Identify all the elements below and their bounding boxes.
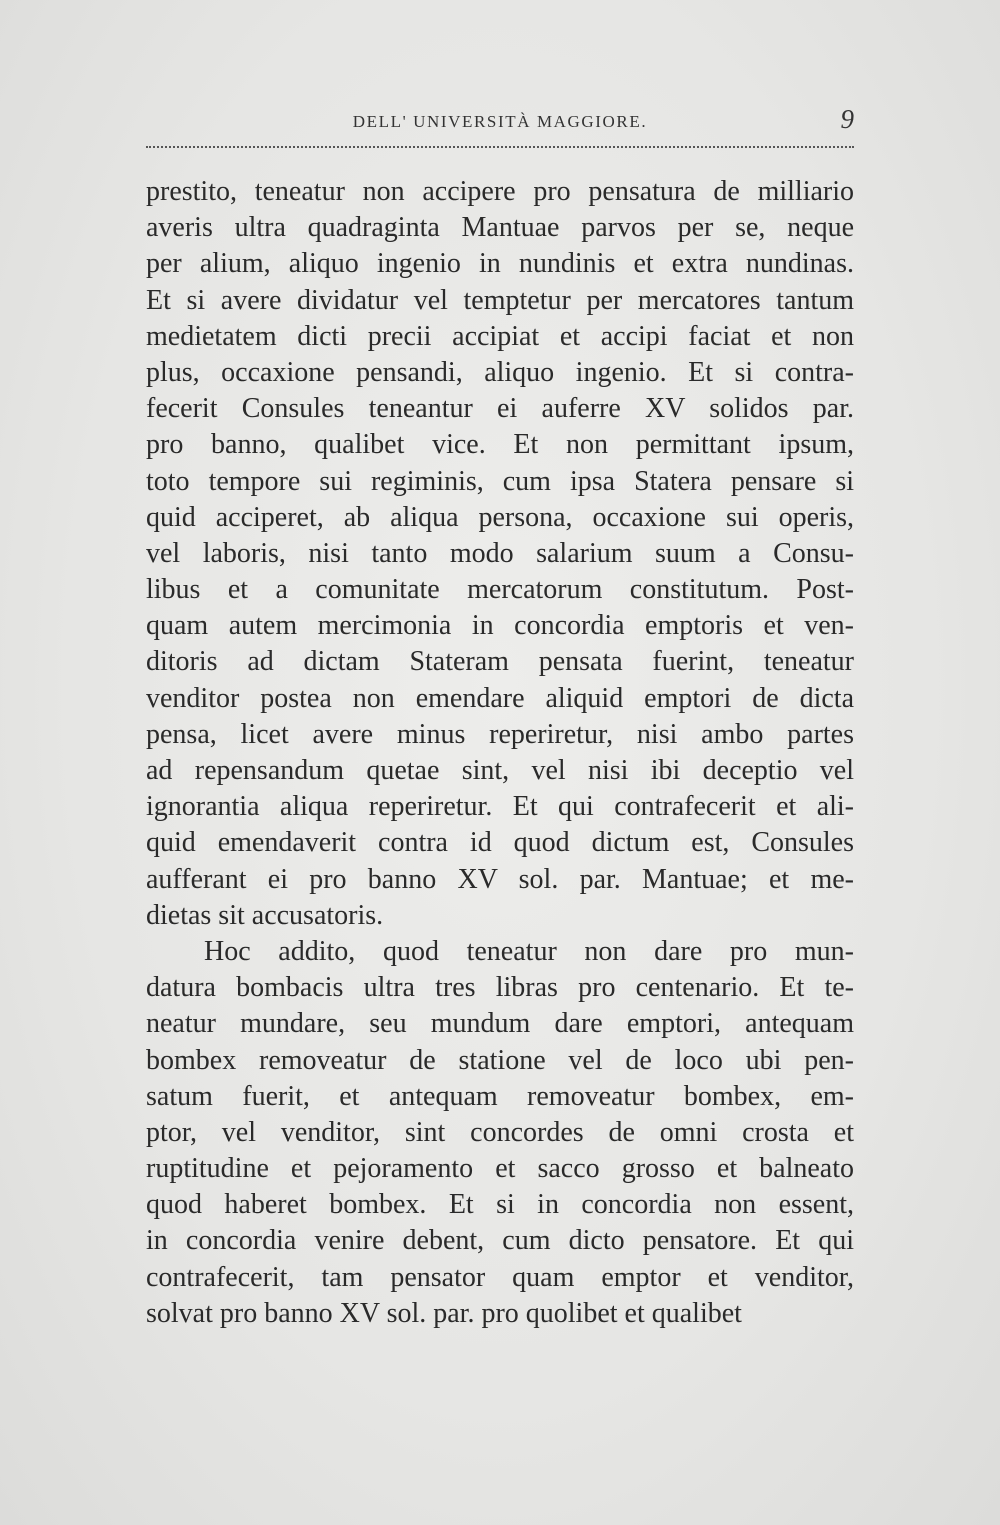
text-line: medietatem dicti precii accipiat et accipi faciat et non [146, 320, 854, 352]
text-line: ad repensandum quetae sint, vel nisi ibi deceptio vel [146, 755, 854, 786]
running-head [146, 104, 854, 138]
text-line: Hoc addito, quod teneatur non dare pro mun- [204, 935, 854, 967]
text-line: prestito, teneatur non accipere pro pensatura de milliario [146, 176, 854, 207]
text-line: toto tempore sui regiminis, cum ipsa Statera pensare si [146, 465, 854, 497]
text-line: per alium, aliquo ingenio in nundinis et extra nundinas. [146, 248, 854, 280]
paragraph [146, 934, 854, 1332]
header-rule [146, 146, 854, 148]
text-line: bombex removeatur de statione vel de loco ubi pen- [146, 1044, 854, 1076]
text-line: datura bombacis ultra tres libras pro centenario. Et te- [146, 972, 854, 1004]
text-line: ditoris ad dictam Stateram pensata fuerint, teneatur [146, 646, 854, 678]
text-line: pensa, licet avere minus reperiretur, nisi ambo partes [146, 718, 854, 750]
text-line: libus et a comunitate mercatorum constitutum. Post- [146, 574, 854, 606]
text-line: aufferant ei pro banno XV sol. par. Mantuae; et me- [146, 863, 854, 895]
text-line: satum fuerit, et antequam removeatur bombex, em- [146, 1080, 854, 1112]
body-text [146, 174, 854, 1332]
text-line: venditor postea non emendare aliquid emptori de dicta [146, 682, 854, 714]
text-line: quid acciperet, ab aliqua persona, occaxione sui operis, [146, 501, 854, 533]
text-line: pro banno, qualibet vice. Et non permittant ipsum, [146, 429, 854, 461]
text-line: ruptitudine et pejoramento et sacco grosso et balneato [146, 1153, 854, 1185]
text-line: plus, occaxione pensandi, aliquo ingenio. Et si contra- [146, 356, 854, 388]
text-line: vel laboris, nisi tanto modo salarium suum a Consu- [146, 537, 854, 569]
text-line: quam autem mercimonia in concordia emptoris et ven- [146, 610, 854, 642]
text-line: contrafecerit, tam pensator quam emptor et venditor, [146, 1261, 854, 1293]
text-line: ignorantia aliqua reperiretur. Et qui contrafecerit et ali- [146, 791, 854, 823]
text-line: Et si avere dividatur vel temptetur per mercatores tantum [146, 284, 854, 316]
text-line: ptor, vel venditor, sint concordes de omni crosta et [146, 1116, 854, 1148]
text-line: neatur mundare, seu mundum dare emptori, antequam [146, 1008, 854, 1040]
text-line: averis ultra quadraginta Mantuae parvos per se, neque [146, 212, 854, 244]
text-line: solvat pro banno XV sol. par. pro quolibet et qualibet [146, 1297, 742, 1329]
text-line: quid emendaverit contra id quod dictum est, Consules [146, 827, 854, 859]
text-line: dietas sit accusatoris. [146, 899, 384, 931]
text-line: fecerit Consules teneantur ei auferre XV solidos par. [146, 393, 854, 425]
running-title: DELL' UNIVERSITÀ MAGGIORE. [352, 112, 648, 131]
text-line: quod haberet bombex. Et si in concordia non essent, [146, 1189, 854, 1221]
text-line: in concordia venire debent, cum dicto pensatore. Et qui [146, 1225, 854, 1257]
page-number: 9 [840, 104, 854, 134]
paragraph [146, 174, 854, 934]
